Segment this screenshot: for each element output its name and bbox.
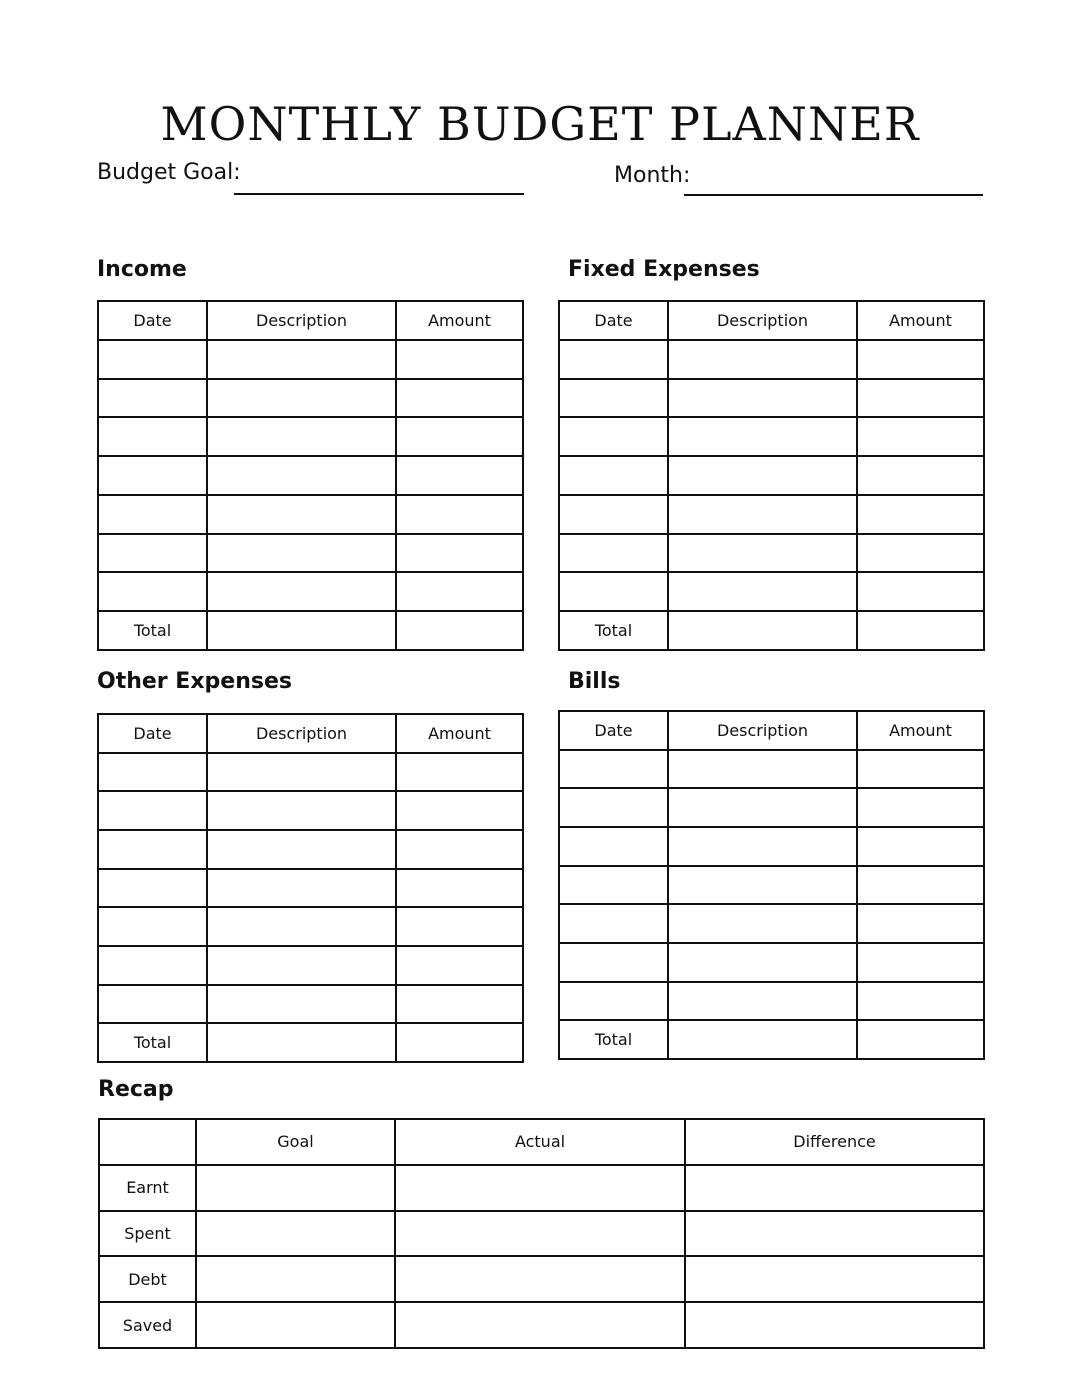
other-description-cell[interactable] [207, 907, 396, 946]
recap-row-label: Saved [99, 1302, 196, 1348]
fixed-header-row [559, 301, 984, 340]
income-date-cell[interactable] [98, 495, 207, 534]
table-row [559, 572, 984, 611]
income-date-cell[interactable] [98, 340, 207, 379]
bills-amount-cell[interactable] [857, 943, 984, 982]
bills-date-cell[interactable] [559, 827, 668, 866]
fixed-description-cell[interactable] [668, 572, 857, 611]
recap-row-label: Earnt [99, 1165, 196, 1211]
bills-description-cell[interactable] [668, 750, 857, 789]
other-amount-cell[interactable] [396, 753, 523, 792]
table-row [98, 791, 523, 830]
fixed-amount-cell[interactable] [857, 534, 984, 573]
other-total-amount-cell[interactable] [396, 1023, 523, 1062]
recap-row-spent [99, 1211, 984, 1257]
income-date-cell[interactable] [98, 572, 207, 611]
fixed-expenses-section-title: Fixed Expenses [568, 257, 760, 282]
budget-goal-label: Budget Goal: [97, 160, 241, 185]
income-date-cell[interactable] [98, 417, 207, 456]
bills-amount-cell[interactable] [857, 827, 984, 866]
income-amount-cell[interactable] [396, 379, 523, 418]
bills-description-cell[interactable] [668, 982, 857, 1021]
other-total-label: Total [98, 1023, 207, 1062]
month-label: Month: [614, 163, 691, 188]
fixed-amount-cell[interactable] [857, 456, 984, 495]
fixed-date-cell[interactable] [559, 379, 668, 418]
income-col-date: Date [98, 301, 207, 340]
recap-col-actual: Actual [395, 1119, 685, 1165]
recap-spent-actual-cell[interactable] [395, 1211, 685, 1257]
other-description-cell[interactable] [207, 869, 396, 908]
table-row [559, 750, 984, 789]
recap-saved-actual-cell[interactable] [395, 1302, 685, 1348]
bills-total-amount-cell[interactable] [857, 1020, 984, 1059]
income-total-description-cell[interactable] [207, 611, 396, 650]
fixed-amount-cell[interactable] [857, 572, 984, 611]
fixed-description-cell[interactable] [668, 534, 857, 573]
income-total-amount-cell[interactable] [396, 611, 523, 650]
bills-description-cell[interactable] [668, 904, 857, 943]
fixed-date-cell[interactable] [559, 534, 668, 573]
other-amount-cell[interactable] [396, 907, 523, 946]
recap-table [98, 1118, 985, 1349]
table-row [98, 340, 523, 379]
other-amount-cell[interactable] [396, 985, 523, 1024]
bills-amount-cell[interactable] [857, 750, 984, 789]
table-row [98, 417, 523, 456]
bills-description-cell[interactable] [668, 943, 857, 982]
income-amount-cell[interactable] [396, 340, 523, 379]
fixed-col-date: Date [559, 301, 668, 340]
table-row [98, 869, 523, 908]
bills-table [558, 710, 985, 1060]
table-row [559, 534, 984, 573]
bills-date-cell[interactable] [559, 750, 668, 789]
income-amount-cell[interactable] [396, 456, 523, 495]
income-description-cell[interactable] [207, 417, 396, 456]
table-row [559, 379, 984, 418]
fixed-total-amount-cell[interactable] [857, 611, 984, 650]
bills-total-description-cell[interactable] [668, 1020, 857, 1059]
bills-date-cell[interactable] [559, 866, 668, 905]
table-row [98, 946, 523, 985]
bills-date-cell[interactable] [559, 982, 668, 1021]
fixed-description-cell[interactable] [668, 417, 857, 456]
table-row [559, 904, 984, 943]
fixed-total-row [559, 611, 984, 650]
income-description-cell[interactable] [207, 572, 396, 611]
fixed-description-cell[interactable] [668, 456, 857, 495]
other-expenses-table [97, 713, 524, 1063]
fixed-date-cell[interactable] [559, 340, 668, 379]
bills-col-amount: Amount [857, 711, 984, 750]
fixed-date-cell[interactable] [559, 417, 668, 456]
income-amount-cell[interactable] [396, 572, 523, 611]
table-row [98, 534, 523, 573]
income-amount-cell[interactable] [396, 417, 523, 456]
fixed-date-cell[interactable] [559, 456, 668, 495]
income-header-row [98, 301, 523, 340]
income-date-cell[interactable] [98, 534, 207, 573]
fixed-date-cell[interactable] [559, 495, 668, 534]
bills-description-cell[interactable] [668, 788, 857, 827]
recap-row-label: Spent [99, 1211, 196, 1257]
other-date-cell[interactable] [98, 753, 207, 792]
recap-body [99, 1119, 984, 1348]
bills-description-cell[interactable] [668, 827, 857, 866]
bills-date-cell[interactable] [559, 904, 668, 943]
income-amount-cell[interactable] [396, 495, 523, 534]
other-col-date: Date [98, 714, 207, 753]
other-expenses-section-title: Other Expenses [97, 669, 292, 694]
other-amount-cell[interactable] [396, 869, 523, 908]
recap-col-difference: Difference [685, 1119, 984, 1165]
table-row [98, 456, 523, 495]
table-row [559, 866, 984, 905]
bills-date-cell[interactable] [559, 788, 668, 827]
recap-row-earnt [99, 1165, 984, 1211]
other-date-cell[interactable] [98, 791, 207, 830]
recap-row-debt [99, 1256, 984, 1302]
bills-amount-cell[interactable] [857, 982, 984, 1021]
table-row [98, 379, 523, 418]
table-row [559, 788, 984, 827]
table-row [98, 907, 523, 946]
recap-debt-actual-cell[interactable] [395, 1256, 685, 1302]
page-title: MONTHLY BUDGET PLANNER [160, 96, 920, 151]
fixed-date-cell[interactable] [559, 572, 668, 611]
income-description-cell[interactable] [207, 534, 396, 573]
other-date-cell[interactable] [98, 830, 207, 869]
table-row [98, 753, 523, 792]
recap-corner-cell [99, 1119, 196, 1165]
bills-col-description: Description [668, 711, 857, 750]
bills-amount-cell[interactable] [857, 788, 984, 827]
income-section-title: Income [97, 257, 187, 282]
recap-earnt-actual-cell[interactable] [395, 1165, 685, 1211]
income-date-cell[interactable] [98, 456, 207, 495]
recap-debt-difference-cell[interactable] [685, 1256, 984, 1302]
recap-earnt-goal-cell[interactable] [196, 1165, 395, 1211]
income-amount-cell[interactable] [396, 534, 523, 573]
recap-saved-difference-cell[interactable] [685, 1302, 984, 1348]
fixed-description-cell[interactable] [668, 340, 857, 379]
table-row [98, 572, 523, 611]
fixed-amount-cell[interactable] [857, 379, 984, 418]
table-row [559, 417, 984, 456]
table-row [559, 495, 984, 534]
recap-col-goal: Goal [196, 1119, 395, 1165]
other-description-cell[interactable] [207, 791, 396, 830]
fixed-col-description: Description [668, 301, 857, 340]
table-row [559, 982, 984, 1021]
income-total-label: Total [98, 611, 207, 650]
fixed-total-description-cell[interactable] [668, 611, 857, 650]
recap-row-saved [99, 1302, 984, 1348]
table-row [98, 830, 523, 869]
recap-section-title: Recap [98, 1077, 174, 1102]
bills-header-row [559, 711, 984, 750]
bills-col-date: Date [559, 711, 668, 750]
other-date-cell[interactable] [98, 946, 207, 985]
fixed-amount-cell[interactable] [857, 340, 984, 379]
bills-amount-cell[interactable] [857, 904, 984, 943]
income-col-amount: Amount [396, 301, 523, 340]
other-header-row [98, 714, 523, 753]
other-amount-cell[interactable] [396, 830, 523, 869]
bills-amount-cell[interactable] [857, 866, 984, 905]
other-date-cell[interactable] [98, 869, 207, 908]
other-col-amount: Amount [396, 714, 523, 753]
recap-debt-goal-cell[interactable] [196, 1256, 395, 1302]
month-field[interactable] [684, 194, 983, 196]
other-description-cell[interactable] [207, 946, 396, 985]
fixed-col-amount: Amount [857, 301, 984, 340]
fixed-total-label: Total [559, 611, 668, 650]
other-description-cell[interactable] [207, 753, 396, 792]
other-description-cell[interactable] [207, 985, 396, 1024]
table-row [559, 340, 984, 379]
recap-header-row [99, 1119, 984, 1165]
budget-goal-field[interactable] [234, 193, 524, 195]
table-row [98, 985, 523, 1024]
bills-total-label: Total [559, 1020, 668, 1059]
income-table [97, 300, 524, 651]
recap-row-label: Debt [99, 1256, 196, 1302]
table-row [559, 943, 984, 982]
income-date-cell[interactable] [98, 379, 207, 418]
income-description-cell[interactable] [207, 379, 396, 418]
other-col-description: Description [207, 714, 396, 753]
other-total-row [98, 1023, 523, 1062]
other-description-cell[interactable] [207, 830, 396, 869]
income-description-cell[interactable] [207, 495, 396, 534]
bills-description-cell[interactable] [668, 866, 857, 905]
fixed-description-cell[interactable] [668, 379, 857, 418]
other-amount-cell[interactable] [396, 791, 523, 830]
income-col-description: Description [207, 301, 396, 340]
recap-spent-goal-cell[interactable] [196, 1211, 395, 1257]
other-date-cell[interactable] [98, 907, 207, 946]
fixed-expenses-table [558, 300, 985, 651]
bills-section-title: Bills [568, 669, 621, 694]
income-total-row [98, 611, 523, 650]
table-row [559, 827, 984, 866]
other-amount-cell[interactable] [396, 946, 523, 985]
fixed-amount-cell[interactable] [857, 495, 984, 534]
table-row [98, 495, 523, 534]
table-row [559, 456, 984, 495]
income-description-cell[interactable] [207, 340, 396, 379]
other-total-description-cell[interactable] [207, 1023, 396, 1062]
bills-total-row [559, 1020, 984, 1059]
recap-spent-difference-cell[interactable] [685, 1211, 984, 1257]
recap-saved-goal-cell[interactable] [196, 1302, 395, 1348]
income-description-cell[interactable] [207, 456, 396, 495]
bills-date-cell[interactable] [559, 943, 668, 982]
fixed-amount-cell[interactable] [857, 417, 984, 456]
fixed-description-cell[interactable] [668, 495, 857, 534]
other-date-cell[interactable] [98, 985, 207, 1024]
recap-earnt-difference-cell[interactable] [685, 1165, 984, 1211]
